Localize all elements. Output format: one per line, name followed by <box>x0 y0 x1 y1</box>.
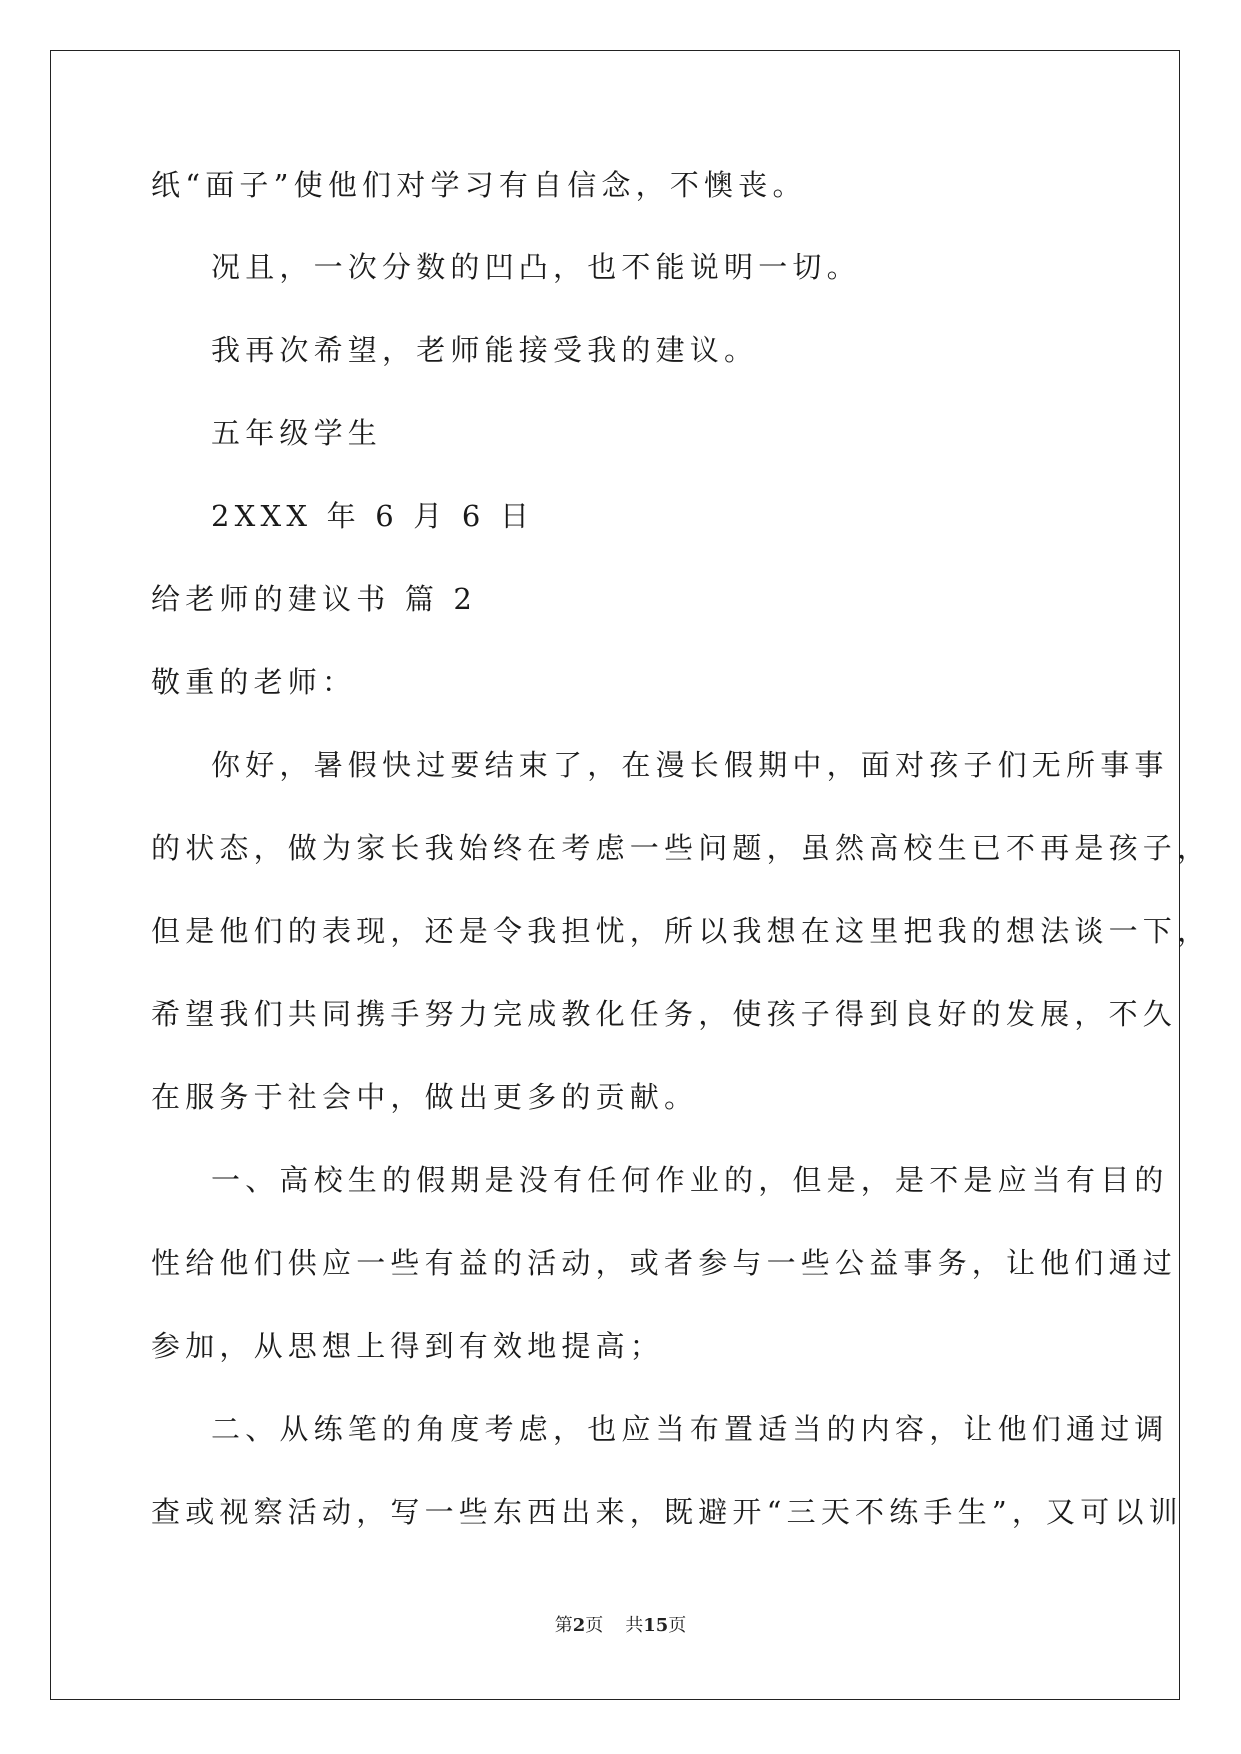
date-line: 2XXX 年 6 月 6 日 <box>211 499 535 533</box>
page-prefix: 第 <box>554 1615 573 1636</box>
signature-line: 五年级学生 <box>211 416 383 450</box>
paragraph-line: 一、高校生的假期是没有任何作业的，但是，是不是应当有目的 <box>211 1163 1169 1197</box>
text-line-continuation: 纸“面子”使他们对学习有自信念，不懊丧。 <box>151 168 807 202</box>
paragraph-line: 二、从练笔的角度考虑，也应当布置适当的内容，让他们通过调 <box>211 1412 1169 1446</box>
paragraph-line: 在服务于社会中，做出更多的贡献。 <box>151 1080 699 1114</box>
paragraph-line: 的状态，做为家长我始终在考虑一些问题，虽然高校生已不再是孩子， <box>151 831 1212 865</box>
paragraph-line: 查或视察活动，写一些东西出来，既避开“三天不练手生”，又可以训 <box>151 1495 1183 1529</box>
paragraph-line: 希望我们共同携手努力完成教化任务，使孩子得到良好的发展，不久 <box>151 997 1178 1031</box>
total-pages: 15 <box>643 1615 669 1636</box>
page-suffix: 页 <box>585 1615 604 1636</box>
page-footer <box>0 1617 1241 1635</box>
paragraph-line: 参加，从思想上得到有效地提高； <box>151 1329 665 1363</box>
total-prefix: 共 <box>625 1615 644 1636</box>
total-suffix: 页 <box>668 1615 687 1636</box>
paragraph-line: 你好，暑假快过要结束了，在漫长假期中，面对孩子们无所事事 <box>211 748 1169 782</box>
paragraph-line: 性给他们供应一些有益的活动，或者参与一些公益事务，让他们通过 <box>151 1246 1178 1280</box>
section-heading: 给老师的建议书 篇 2 <box>151 582 478 616</box>
paragraph-line: 况且，一次分数的凹凸，也不能说明一切。 <box>211 250 861 284</box>
page-border <box>50 50 1180 1700</box>
paragraph-line: 但是他们的表现，还是令我担忧，所以我想在这里把我的想法谈一下， <box>151 914 1212 948</box>
page-number: 2 <box>572 1615 586 1636</box>
paragraph-line: 我再次希望，老师能接受我的建议。 <box>211 333 759 367</box>
salutation: 敬重的老师： <box>151 665 357 699</box>
